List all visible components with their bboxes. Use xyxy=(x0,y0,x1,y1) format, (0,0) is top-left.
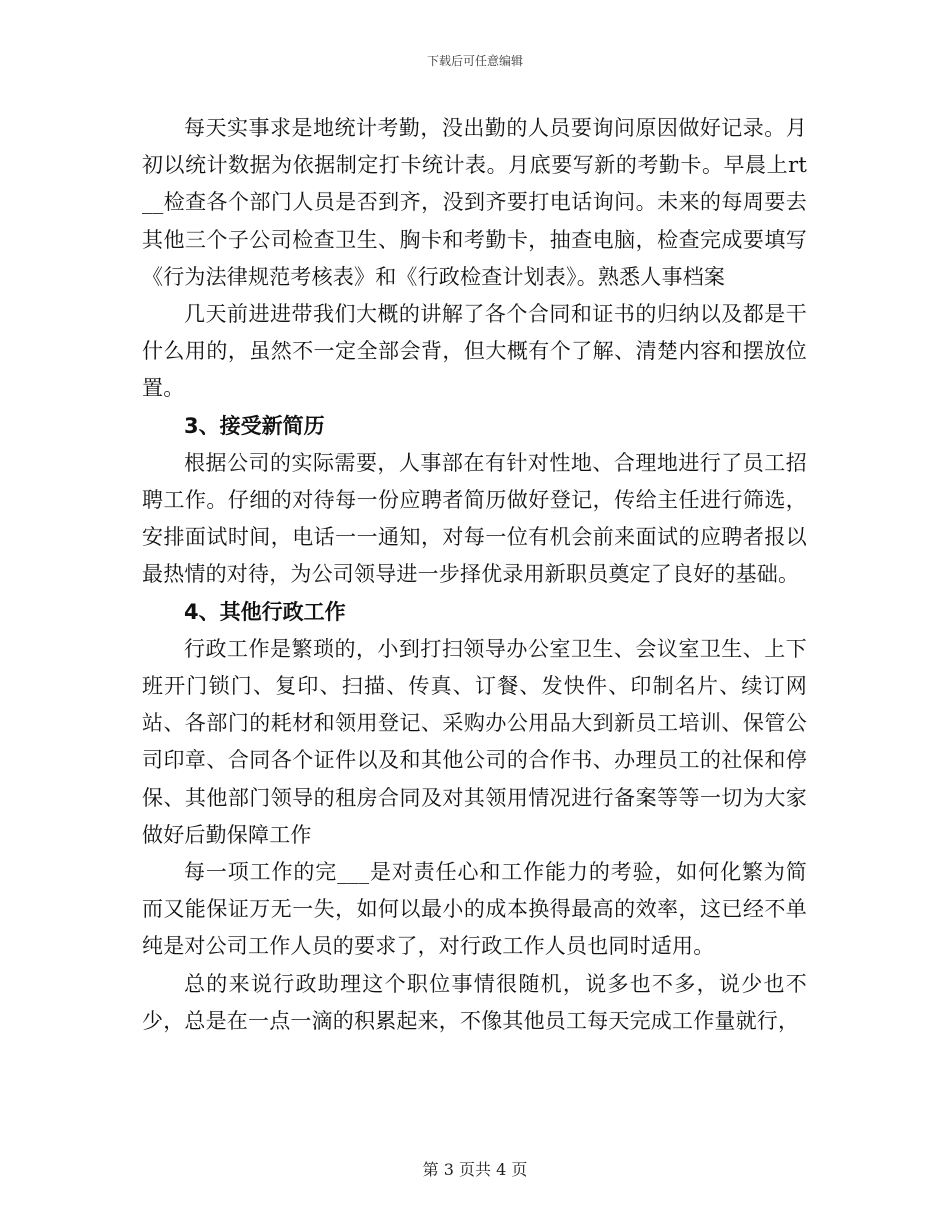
page-number: 第 3 页共 4 页 xyxy=(422,1160,528,1179)
section-heading-resumes: 3、接受新简历 xyxy=(184,413,325,438)
page-header: 下载后可任意编辑 xyxy=(426,54,523,68)
paragraph-admin-tasks: 行政工作是繁琐的，小到打扫领导办公室卫生、会议室卫生、上下班开门锁门、复印、扫描、传真、订餐、发快件、印制名片、续订网站、各部门的耗材和领用登记、采购办公用品大到新员工培训、保管公司印章、合同各个证件以及和其他公司的合作书、办理员工的社保和停保、其他部门领导的租房合同及对其领用情况进行备案等等一切为大家做好后勤保障工作 xyxy=(142,636,807,847)
document-body xyxy=(142,110,807,1040)
paragraph-responsibility: 每一项工作的完___是对责任心和工作能力的考验，如何化繁为简而又能保证万无一失，如何以最小的成本换得最高的效率，这已经不单纯是对公司工作人员的要求了，对行政工作人员也同时适用。 xyxy=(142,860,807,959)
section-heading-admin-work: 4、其他行政工作 xyxy=(184,599,346,624)
paragraph-contracts: 几天前进进带我们大概的讲解了各个合同和证书的归纳以及都是干什么用的，虽然不一定全部会背，但大概有个了解、清楚内容和摆放位置。 xyxy=(142,302,807,401)
paragraph-attendance: 每天实事求是地统计考勤，没出勤的人员要询问原因做好记录。月初以统计数据为依据制定打卡统计表。月底要写新的考勤卡。早晨上rt__检查各个部门人员是否到齐，没到齐要打电话询问。未来的每周要去其他三个子公司检查卫生、胸卡和考勤卡，抽查电脑，检查完成要填写《行为法律规范考核表》和《行政检查计划表》。熟悉人事档案 xyxy=(142,116,807,289)
paragraph-summary: 总的来说行政助理这个职位事情很随机，说多也不多，说少也不少，总是在一点一滴的积累起来，不像其他员工每天完成工作量就行， xyxy=(142,971,807,1033)
paragraph-recruitment: 根据公司的实际需要，人事部在有针对性地、合理地进行了员工招聘工作。仔细的对待每一份应聘者简历做好登记，传给主任进行筛选，安排面试时间，电话一一通知，对每一位有机会前来面试的应聘者报以最热情的对待，为公司领导进一步择优录用新职员奠定了良好的基础。 xyxy=(142,450,807,587)
